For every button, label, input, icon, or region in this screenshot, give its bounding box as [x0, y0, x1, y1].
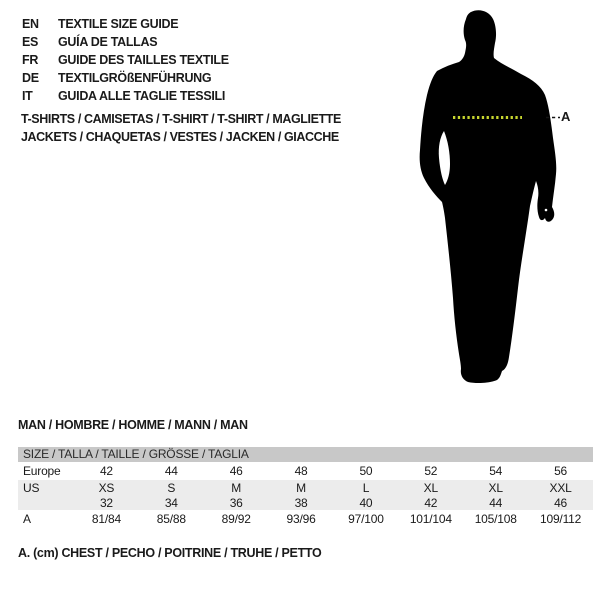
- language-label: GUIDE DES TAILLES TEXTILE: [58, 53, 229, 67]
- garment-line: JACKETS / CHAQUETAS / VESTES / JACKEN / GIACCHE: [21, 129, 339, 144]
- size-cell: 40: [359, 495, 373, 510]
- size-cell: 48: [294, 464, 308, 478]
- size-table-row: [18, 495, 593, 510]
- size-cell: 36: [229, 495, 243, 510]
- size-cell: 44: [164, 464, 178, 478]
- size-table-row-label: Europe: [23, 464, 61, 478]
- size-cell: XS: [98, 480, 115, 495]
- size-table-row: [18, 462, 593, 480]
- hand-gap-dot: [545, 209, 548, 212]
- size-table-row-label: US: [23, 480, 40, 495]
- size-cell: 42: [424, 495, 438, 510]
- language-code: IT: [22, 89, 33, 103]
- garment-line: T-SHIRTS / CAMISETAS / T-SHIRT / T-SHIRT / MAGLIETTE: [21, 112, 341, 126]
- language-item: [22, 51, 229, 69]
- size-table-row: [18, 480, 593, 495]
- size-cell: 89/92: [221, 512, 251, 526]
- size-cell: 101/104: [409, 512, 452, 526]
- language-item: [22, 87, 229, 105]
- size-table-row-label: [18, 495, 74, 510]
- size-cell: 46: [554, 495, 568, 510]
- size-cell: 44: [489, 495, 503, 510]
- size-cell: 97/100: [348, 512, 384, 526]
- language-list: [22, 15, 229, 105]
- size-cell: XL: [423, 480, 438, 495]
- size-cell: 93/96: [286, 512, 316, 526]
- language-code: EN: [22, 17, 39, 31]
- language-code: FR: [22, 53, 39, 67]
- size-cell: 42: [99, 464, 113, 478]
- measure-label-a: A: [561, 109, 571, 124]
- man-silhouette-path: [420, 10, 557, 383]
- language-item: [22, 33, 229, 51]
- man-silhouette: [405, 0, 575, 400]
- language-code: ES: [22, 35, 39, 49]
- size-cell: 32: [99, 495, 113, 510]
- size-cell: 46: [229, 464, 243, 478]
- language-code: DE: [22, 71, 39, 85]
- size-cell: 56: [554, 464, 568, 478]
- size-cell: 105/108: [474, 512, 517, 526]
- size-cell: L: [362, 480, 370, 495]
- size-table: [18, 447, 593, 528]
- size-cell: 38: [294, 495, 308, 510]
- size-cell: 52: [424, 464, 438, 478]
- size-cell: S: [167, 480, 176, 495]
- language-label: TEXTILE SIZE GUIDE: [58, 17, 179, 31]
- section-title: MAN / HOMBRE / HOMME / MANN / MAN: [18, 418, 248, 432]
- garment-categories: [21, 111, 341, 146]
- size-table-body: [18, 462, 593, 528]
- language-label: GUÍA DE TALLAS: [58, 35, 158, 49]
- language-label: GUIDA ALLE TAGLIE TESSILI: [58, 89, 226, 103]
- size-cell: 109/112: [540, 512, 582, 526]
- size-cell: XL: [488, 480, 503, 495]
- language-item: [22, 15, 229, 33]
- size-table-header: SIZE / TALLA / TAILLE / GRÖSSE / TAGLIA: [18, 447, 593, 462]
- size-cell: 81/84: [91, 512, 121, 526]
- size-cell: XXL: [549, 480, 572, 495]
- size-cell: M: [296, 480, 306, 495]
- size-table-row-label: A: [23, 512, 31, 526]
- size-cell: 50: [359, 464, 373, 478]
- size-cell: 54: [489, 464, 503, 478]
- language-label: TEXTILGRÖßENFÜHRUNG: [58, 71, 212, 85]
- size-cell: 34: [164, 495, 178, 510]
- measurement-footnote: A. (cm) CHEST / PECHO / POITRINE / TRUHE / PETTO: [18, 546, 322, 560]
- size-table-row: [18, 510, 593, 528]
- size-cell: 85/88: [156, 512, 186, 526]
- size-cell: M: [231, 480, 242, 495]
- language-item: [22, 69, 229, 87]
